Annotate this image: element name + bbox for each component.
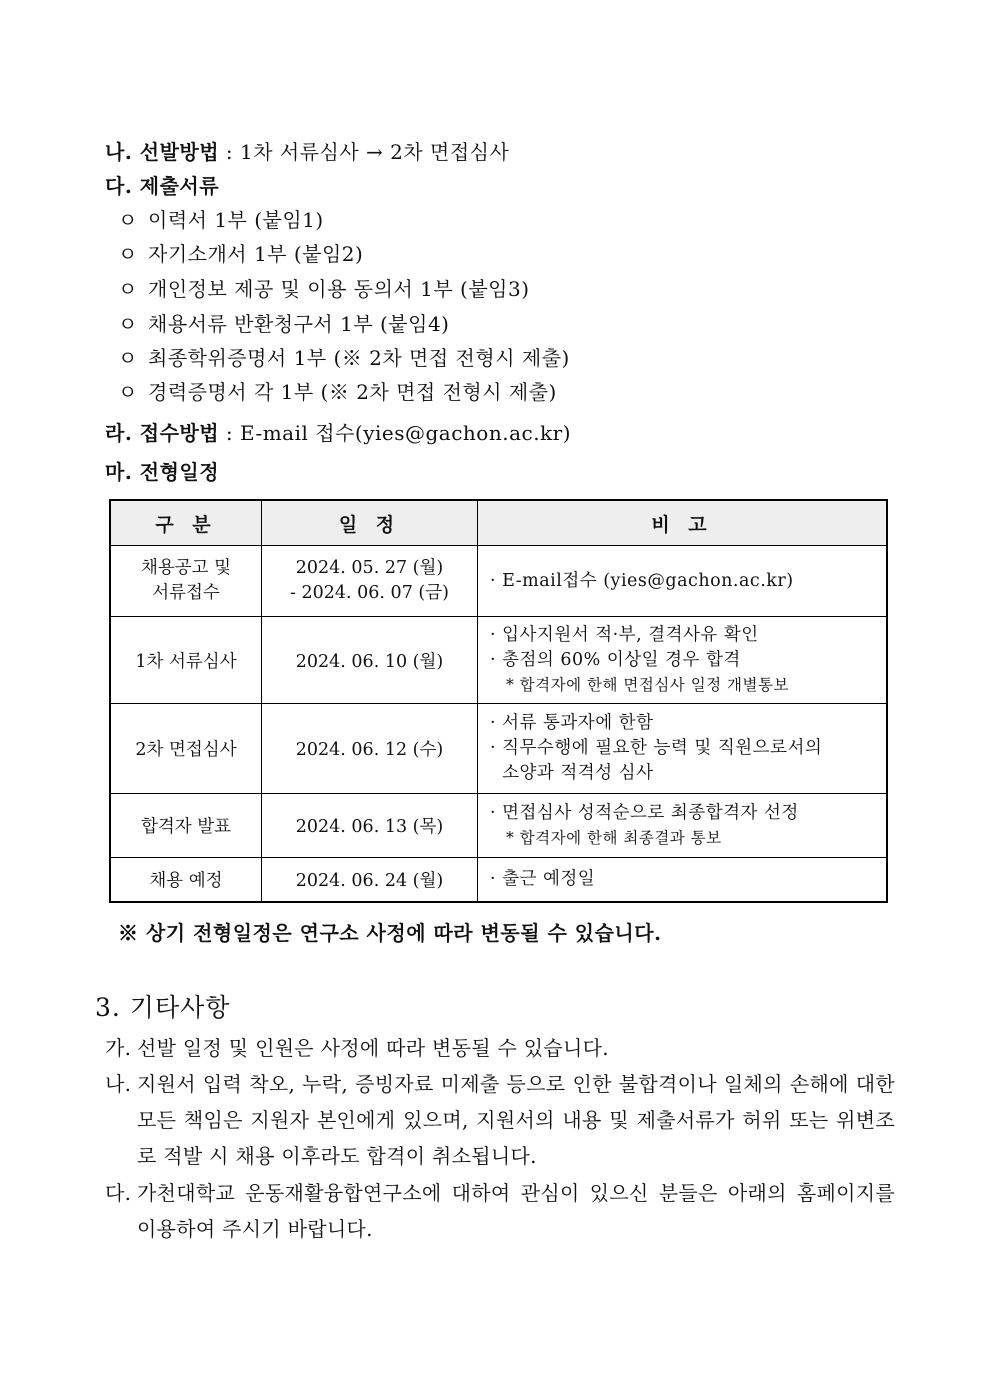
schedule-table [109, 499, 888, 903]
item-label: 나. [105, 1072, 132, 1096]
bullet-icon: ㅇ [118, 312, 138, 336]
reception-method-label: 라. 접수방법 [105, 421, 220, 445]
list-item [105, 1066, 895, 1174]
table-row [110, 794, 887, 858]
document-item: ㅇ 이력서 1부 (붙임1) [118, 208, 324, 232]
row-remarks: · 면접심사 성적순으로 최종합격자 선정 * 합격자에 한해 최종결과 통보 [478, 794, 888, 858]
table-row [110, 546, 887, 617]
row-category: 2차 면접심사 [110, 704, 262, 794]
item-text: 선발 일정 및 인원은 사정에 따라 변동될 수 있습니다. [137, 1036, 609, 1060]
section-3-title: 3. 기타사항 [95, 993, 231, 1022]
list-item [105, 1175, 895, 1247]
reception-method-line [105, 420, 571, 446]
row-remarks: · 서류 통과자에 한함 · 직무수행에 필요한 능력 및 직원으로서의 소양과 적격성 심사 [478, 704, 888, 794]
document-item: ㅇ 개인정보 제공 및 이용 동의서 1부 (붙임3) [118, 277, 530, 301]
selection-method-line [105, 139, 509, 165]
document-item: ㅇ 경력증명서 각 1부 (※ 2차 면접 전형시 제출) [118, 380, 557, 404]
row-category: 채용공고 및 서류접수 [110, 546, 262, 617]
table-row [110, 617, 887, 704]
row-date: 2024. 06. 10 (월) [262, 617, 478, 704]
row-category: 1차 서류심사 [110, 617, 262, 704]
row-date: 2024. 05. 27 (월) - 2024. 06. 07 (금) [262, 546, 478, 617]
document-item: ㅇ 최종학위증명서 1부 (※ 2차 면접 전형시 제출) [118, 346, 570, 370]
bullet-icon: ㅇ [118, 346, 138, 370]
row-category: 합격자 발표 [110, 794, 262, 858]
documents-label: 다. 제출서류 [105, 174, 220, 198]
bullet-icon: ㅇ [118, 242, 138, 266]
document-item: ㅇ 채용서류 반환청구서 1부 (붙임4) [118, 312, 450, 336]
row-date: 2024. 06. 12 (수) [262, 704, 478, 794]
bullet-icon: ㅇ [118, 277, 138, 301]
row-remarks: · 입사지원서 적·부, 결격사유 확인 · 총점의 60% 이상일 경우 합격 * 합격자에 한해 면접심사 일정 개별통보 [478, 617, 888, 704]
schedule-warning: ※ 상기 전형일정은 연구소 사정에 따라 변동될 수 있습니다. [118, 921, 662, 945]
bullet-icon: ㅇ [118, 208, 138, 232]
header-date: 일 정 [262, 500, 478, 546]
table-row [110, 858, 887, 902]
reception-method-value: : E-mail 접수(yies@gachon.ac.kr) [225, 421, 572, 445]
item-text: 가천대학교 운동재활융합연구소에 대하여 관심이 있으신 분들은 아래의 홈페이지를 이용하여 주시기 바랍니다. [137, 1181, 895, 1241]
row-note: * 합격자에 한해 면접심사 일정 개별통보 [506, 675, 789, 694]
row-remarks: · E-mail접수 (yies@gachon.ac.kr) [478, 546, 888, 617]
row-category: 채용 예정 [110, 858, 262, 902]
row-remarks: · 출근 예정일 [478, 858, 888, 902]
row-note: * 합격자에 한해 최종결과 통보 [506, 828, 722, 847]
item-text: 지원서 입력 착오, 누락, 증빙자료 미제출 등으로 인한 불합격이나 일체의 손해에 대한 모든 책임은 지원자 본인에게 있으며, 지원서의 내용 및 제출서류가 허위 또는 위변조로 적발 시 채용 이후라도 합격이 취소됩니다. [137, 1072, 895, 1168]
schedule-label: 마. 전형일정 [105, 460, 220, 484]
header-remarks: 비 고 [478, 500, 888, 546]
document-item: ㅇ 자기소개서 1부 (붙임2) [118, 242, 364, 266]
row-date: 2024. 06. 13 (목) [262, 794, 478, 858]
table-row [110, 704, 887, 794]
row-date: 2024. 06. 24 (월) [262, 858, 478, 902]
selection-method-value: : 1차 서류심사 → 2차 면접심사 [225, 140, 510, 164]
item-label: 다. [105, 1181, 132, 1205]
list-item [105, 1030, 895, 1066]
item-label: 가. [105, 1036, 132, 1060]
selection-method-label: 나. 선발방법 [105, 140, 220, 164]
bullet-icon: ㅇ [118, 380, 138, 404]
header-category: 구 분 [110, 500, 262, 546]
table-header-row [110, 500, 887, 546]
